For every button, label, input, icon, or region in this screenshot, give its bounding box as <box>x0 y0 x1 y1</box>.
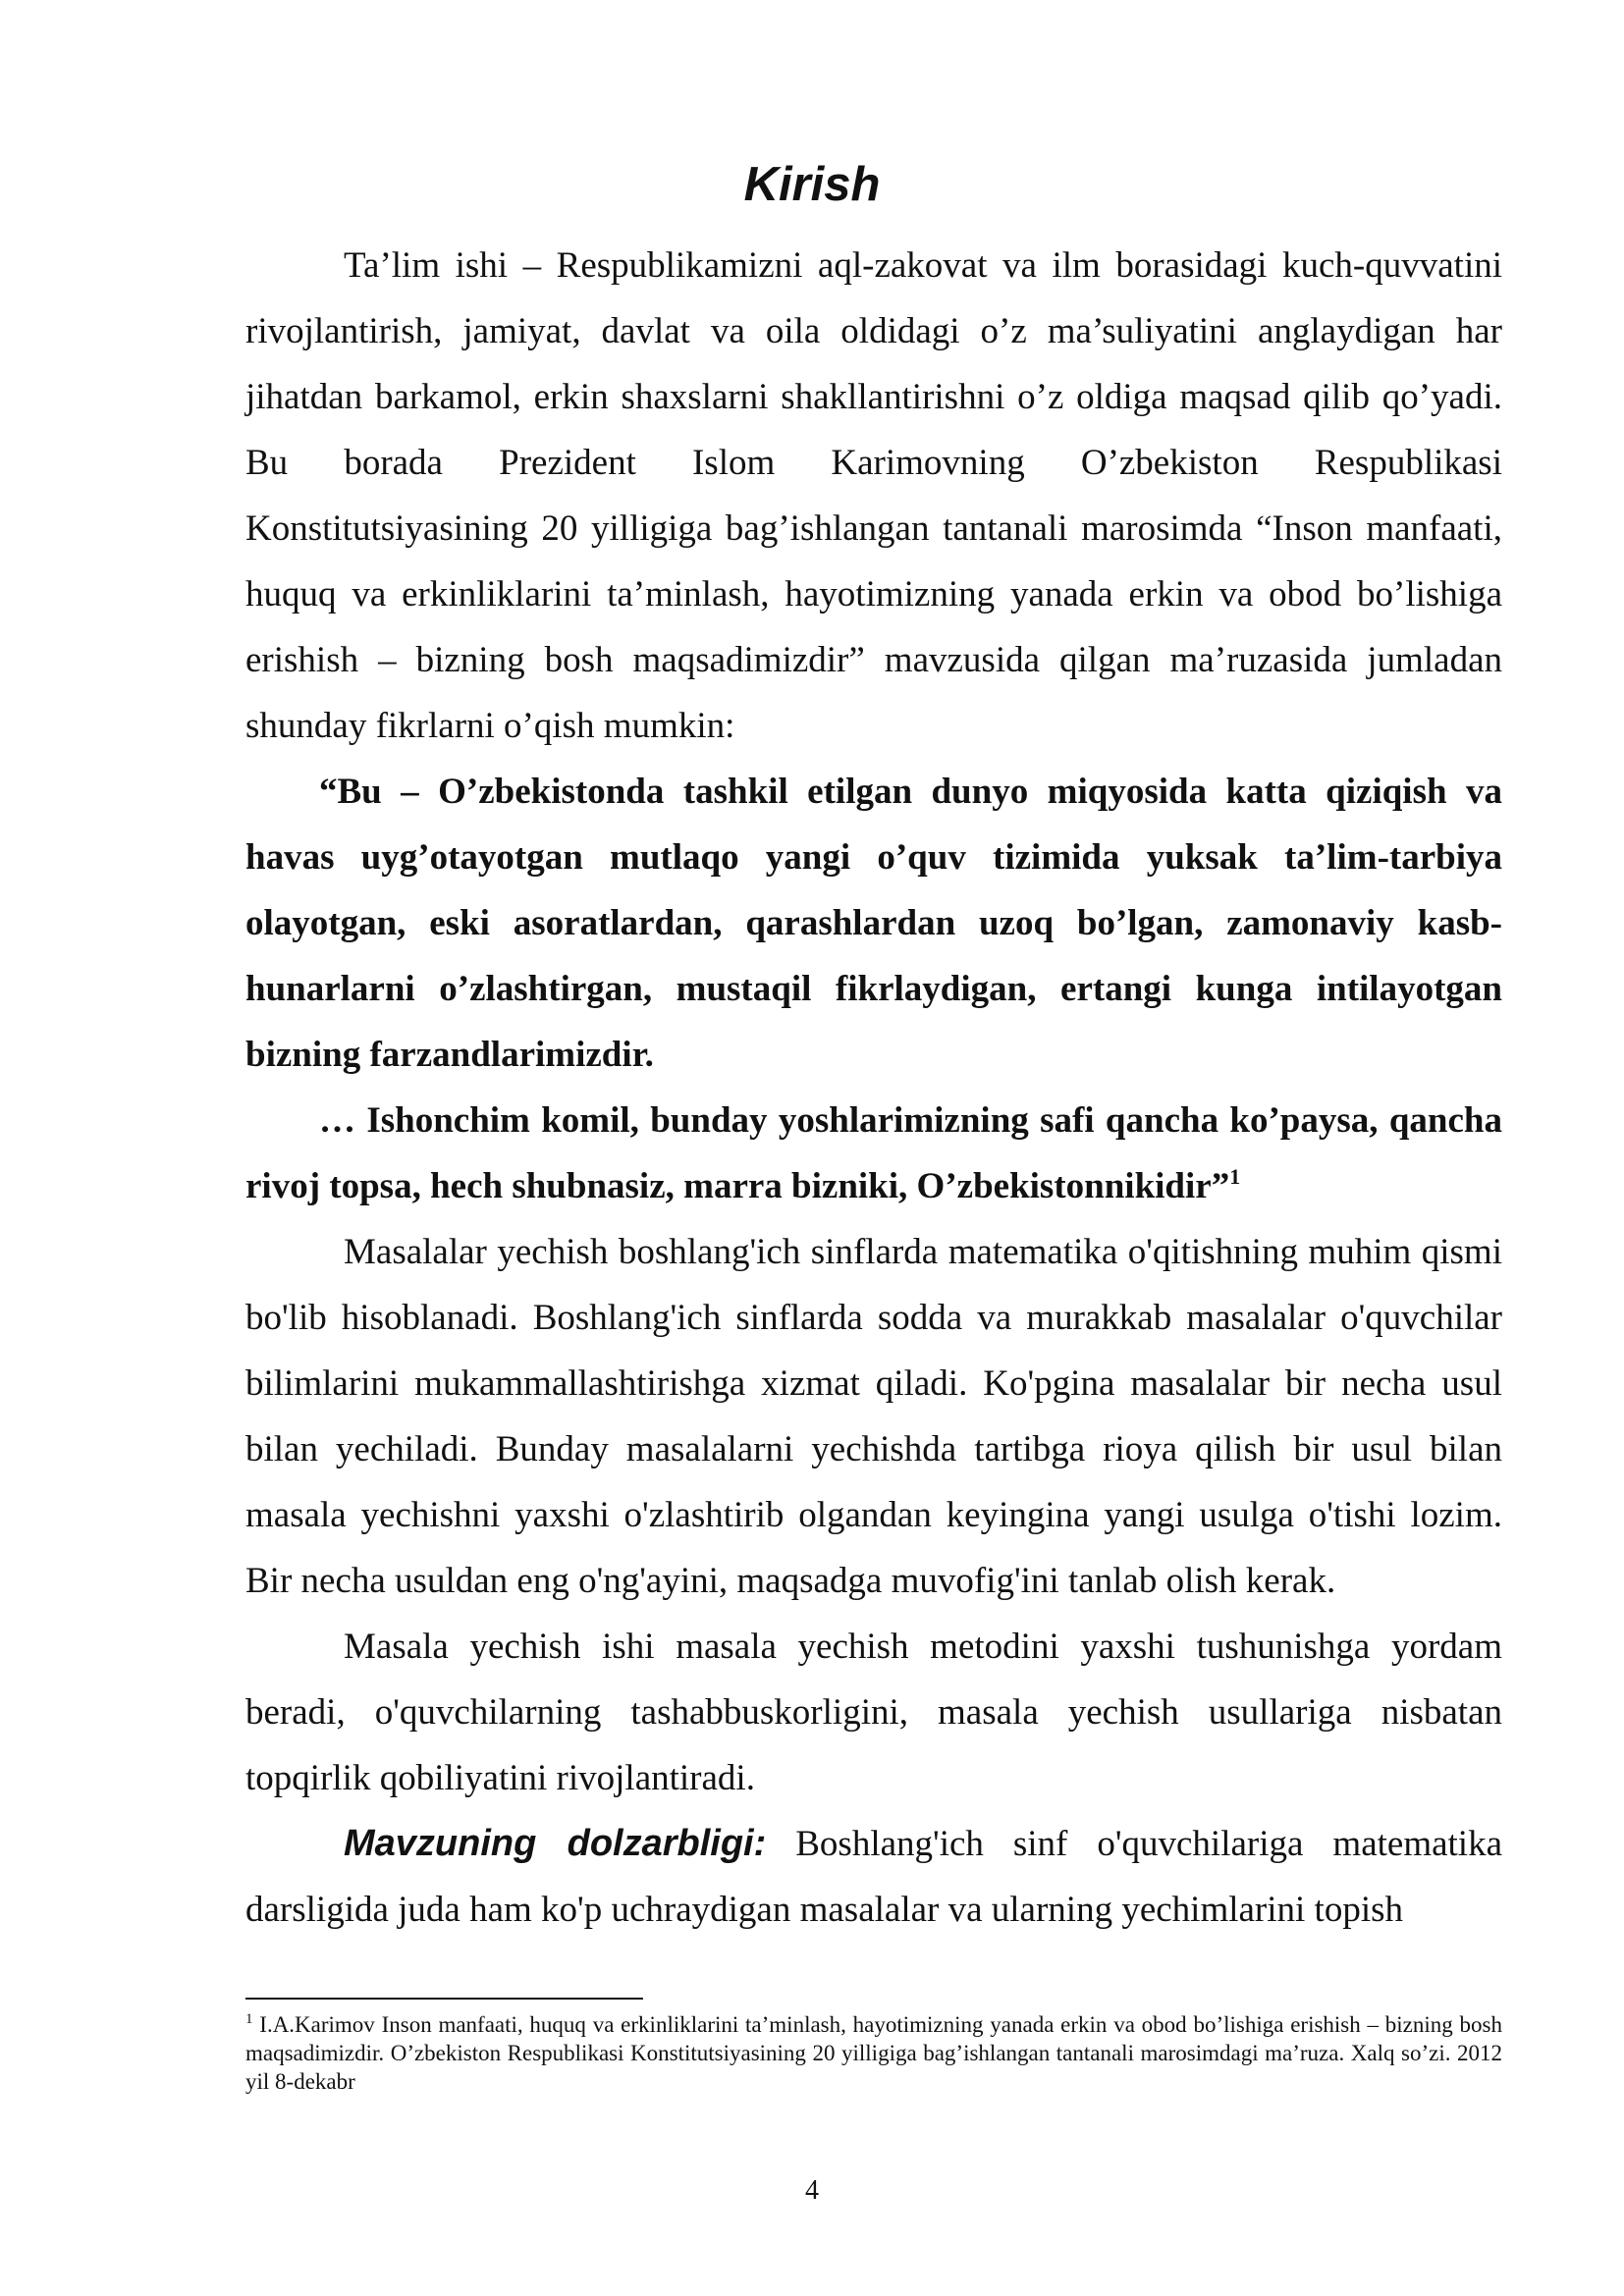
page-title: Kirish <box>743 158 881 211</box>
relevance-heading: Mavzuning dolzarbligi: <box>344 1823 767 1864</box>
relevance-text: Boshlang'ich sinf o'quvchilariga matematika darsligida juda ham ko'p uchraydigan masalalar va ularning yechimlarini topish <box>245 1824 1502 1930</box>
paragraph-masala-yechish: Masala yechish ishi masala yechish metodini yaxshi tushunishga yordam beradi, o'quvchilarning tashabbuskorligini, masala yechish usullariga nisbatan topqirlik qobiliyatini rivojlantiradi. <box>245 1627 1502 1798</box>
page-number: 4 <box>805 2175 819 2206</box>
footnote-divider <box>245 1998 643 2000</box>
quote-2-text: … Ishonchim komil, bunday yoshlarimizning safi qancha ko’paysa, qancha rivoj topsa, hech shubnasiz, marra bizniki, O’zbekistonnikidir” <box>245 1100 1502 1206</box>
quote-paragraph-2 <box>245 1088 1502 1219</box>
footnote-reference[interactable]: 1 <box>1229 1164 1241 1189</box>
footnote-text: I.A.Karimov Inson manfaati, huquq va erkinliklarini ta’minlash, hayotimizning yanada erkin va obod bo’lishiga erishish – bizning bosh maqsadimizdir. O’zbekiston Respublikasi Konstitutsiyasining 20 yilligiga bag’ishlangan tantanali marosimdagi ma’ruza. Xalq so’zi. 2012 yil 8-dekabr <box>245 2012 1503 2094</box>
footnote-mark: 1 <box>245 2011 253 2027</box>
relevance-paragraph <box>245 1811 1502 1943</box>
quote-paragraph-1: “Bu – O’zbekistonda tashkil etilgan dunyo miqyosida katta qiziqish va havas uyg’otayotgan mutlaqo yangi o’quv tizimida yuksak ta’lim-tarbiya olayotgan, eski asoratlardan, qarashlardan uzoq bo’lgan, zamonaviy kasb-hunarlarni o’zlashtirgan, mustaqil fikrlaydigan, ertangi kunga intilayotgan bizning farzandlarimizdir. <box>245 772 1502 1075</box>
footnote <box>245 2010 1502 2096</box>
intro-paragraph: Ta’lim ishi – Respublikamizni aql-zakovat va ilm borasidagi kuch-quvvatini rivojlantirish, jamiyat, davlat va oila oldidagi o’z ma’suliyatini anglaydigan har jihatdan barkamol, erkin shaxslarni shakllantirishni o’z oldiga maqsad qilib qo’yadi. Bu borada Prezident Islom Karimovning O’zbekiston Respublikasi Konstitutsiyasining 20 yilligiga bag’ishlangan tantanali marosimda “Inson manfaati, huquq va erkinliklarini ta’minlash, hayotimizning yanada erkin va obod bo’lishiga erishish – bizning bosh maqsadimizdir” mavzusida qilgan ma’ruzasida jumladan shunday fikrlarni o’qish mumkin: <box>245 245 1502 746</box>
paragraph-masalalar: Masalalar yechish boshlang'ich sinflarda matematika o'qitishning muhim qismi bo'lib hisoblanadi. Boshlang'ich sinflarda sodda va murakkab masalalar o'quvchilar bilimlarini mukammallashtirishga xizmat qiladi. Ko'pgina masalalar bir necha usul bilan yechiladi. Bunday masalalarni yechishda tartibga rioya qilish bir usul bilan masala yechishni yaxshi o'zlashtirib olgandan keyingina yangi usulga o'tishi lozim. Bir necha usuldan eng o'ng'ayini, maqsadga muvofig'ini tanlab olish kerak. <box>245 1232 1502 1601</box>
body-text <box>245 233 1502 1943</box>
